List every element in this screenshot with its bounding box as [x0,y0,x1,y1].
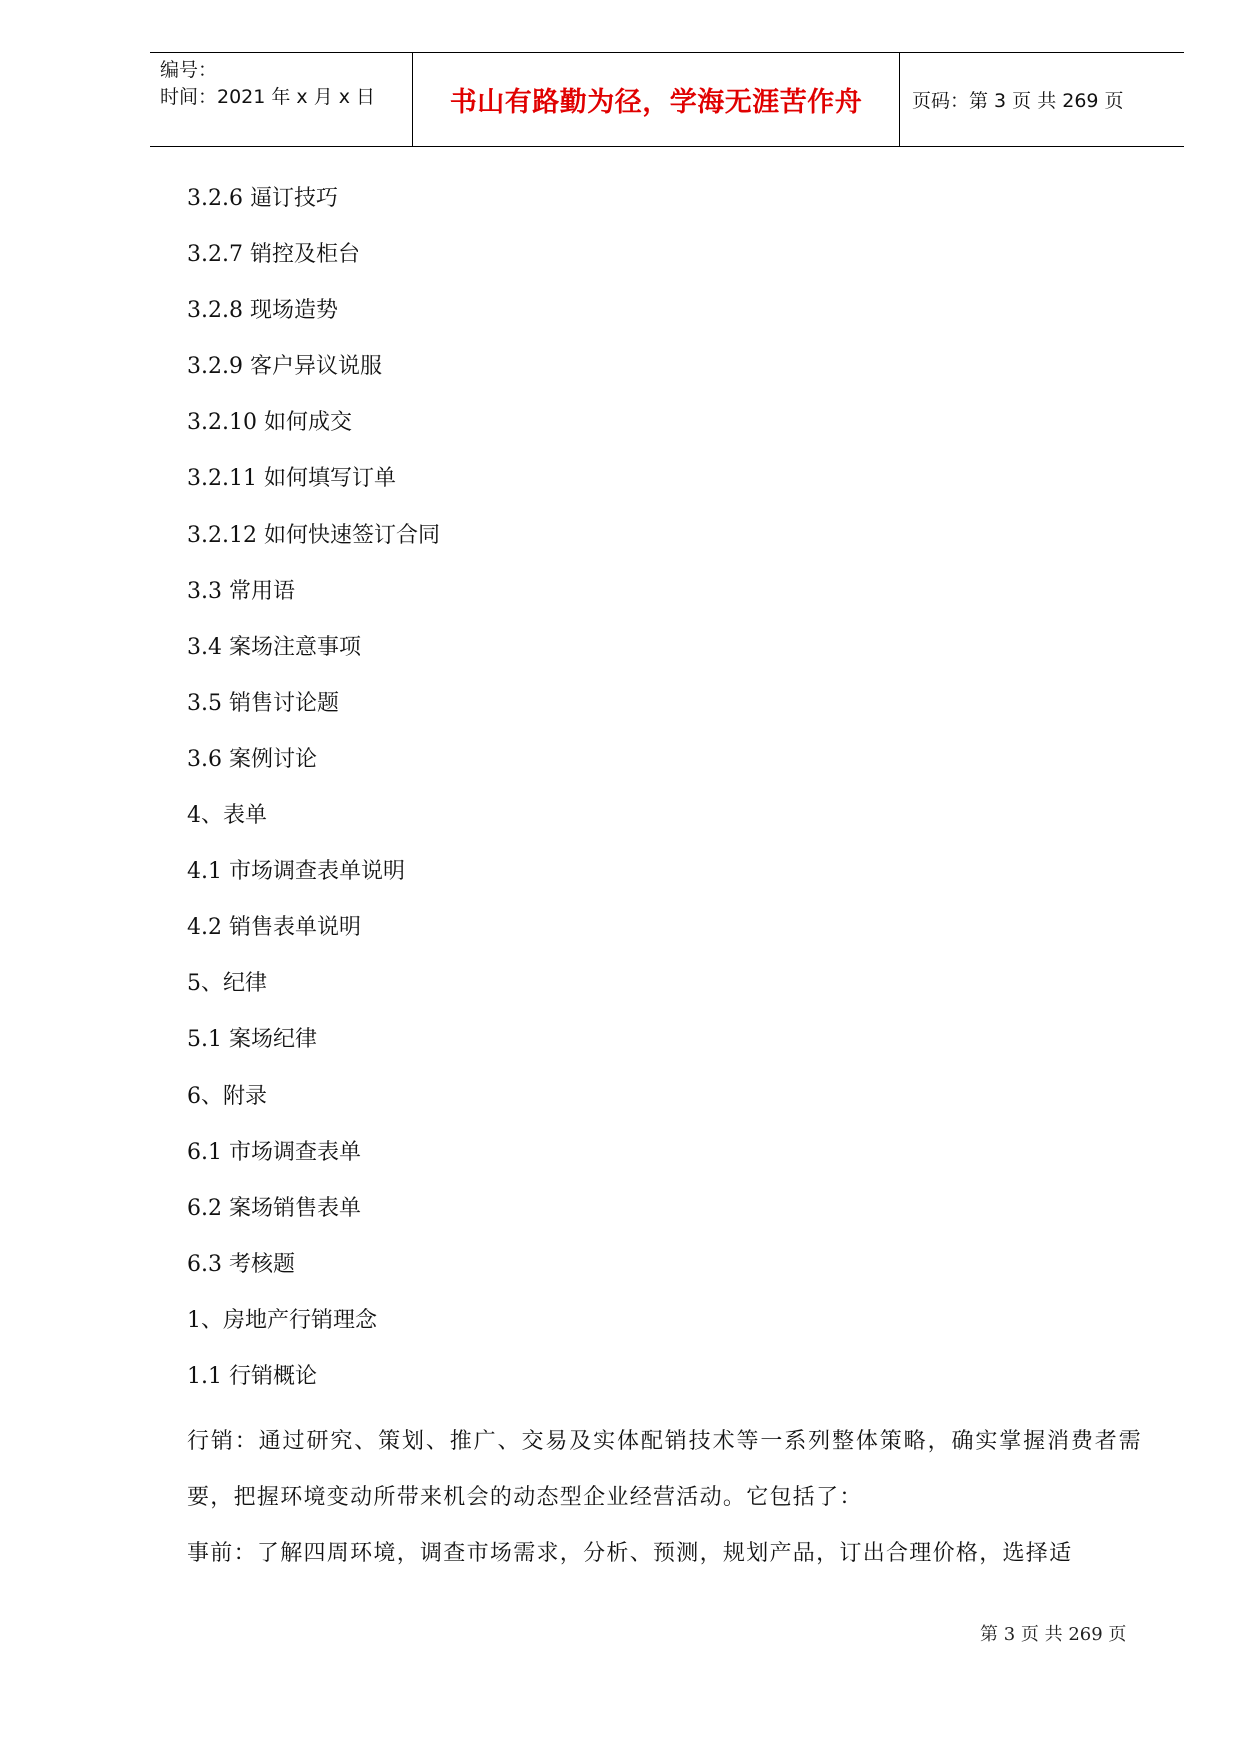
document-date-label: 时间：2021 年 x 月 x 日 [160,86,376,108]
toc-item: 4.2 销售表单说明 [187,915,361,941]
body-paragraph: 行销：通过研究、策划、推广、交易及实体配销技术等一系列整体策略，确实掌握消费者需要，把握环境变动所带来机会的动态型企业经营活动。它包括了： [187,1429,1142,1511]
header-motto: 书山有路勤为径，学海无涯苦作舟 [449,87,863,118]
header-motto-cell [412,53,900,146]
toc-item: 3.2.10 如何成交 [187,410,352,436]
page-header [150,52,1184,147]
toc-item: 3.2.12 如何快速签订合同 [187,522,440,548]
body-paragraph: 事前：了解四周环境，调查市场需求，分析、预测，规划产品，订出合理价格，选择适 [187,1541,1073,1567]
toc-item: 3.4 案场注意事项 [187,634,361,660]
toc-item: 6.2 案场销售表单 [187,1195,361,1221]
toc-item: 4.1 市场调查表单说明 [187,859,405,885]
toc-item: 3.2.7 销控及柜台 [187,242,360,268]
section-heading: 1.1 行销概论 [187,1363,317,1389]
toc-item: 3.3 常用语 [187,578,295,604]
document-body [187,180,1142,1582]
page-footer: 第 3 页 共 269 页 [980,1624,1127,1645]
section-heading: 1、房地产行销理念 [187,1307,377,1333]
toc-item: 6.3 考核题 [187,1251,295,1277]
toc-item: 6.1 市场调查表单 [187,1139,361,1165]
toc-item: 5、纪律 [187,971,267,997]
header-page-info: 页码：第 3 页 共 269 页 [912,90,1124,112]
header-meta [150,53,412,146]
toc-item: 3.2.11 如何填写订单 [187,466,396,492]
toc-item: 3.2.8 现场造势 [187,298,338,324]
toc-item: 3.5 销售讨论题 [187,690,339,716]
toc-item: 6、附录 [187,1083,267,1109]
toc-item: 3.6 案例讨论 [187,746,317,772]
document-number-label: 编号： [160,59,218,81]
toc-item: 4、表单 [187,803,267,829]
toc-item: 5.1 案场纪律 [187,1027,317,1053]
toc-item: 3.2.9 客户异议说服 [187,354,382,380]
toc-item: 3.2.6 逼订技巧 [187,186,338,211]
